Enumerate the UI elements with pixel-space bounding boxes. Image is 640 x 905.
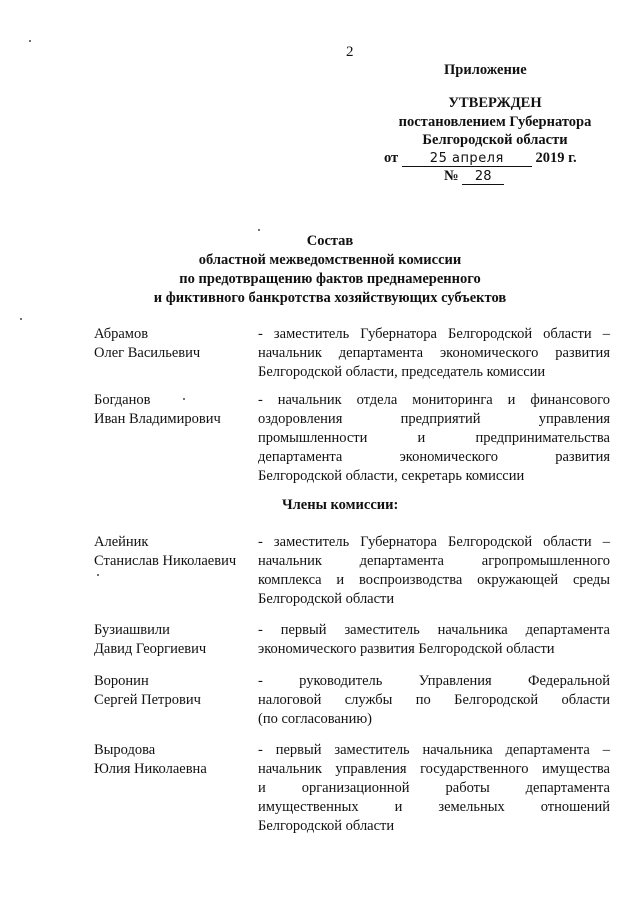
approved-stamp: УТВЕРЖДЕН: [448, 95, 542, 111]
decree-number: [444, 168, 504, 185]
member-name: [94, 391, 221, 429]
member-surname: Алейник: [94, 534, 149, 550]
position-line: Белгородской области, председатель комиссии: [258, 364, 546, 380]
position-line: - первый заместитель начальника департамента: [258, 622, 610, 638]
scan-speck: [183, 398, 185, 400]
decree-date: [384, 150, 577, 167]
position-line: Белгородской области: [258, 591, 395, 607]
member-name: [94, 533, 236, 571]
members-heading: Члены комиссии:: [282, 497, 399, 513]
position-line: экономического развития Белгородской области: [258, 641, 555, 657]
position-line: налоговой службы по Белгородской области: [258, 692, 610, 708]
member-position: [258, 391, 610, 486]
position-line: - заместитель Губернатора Белгородской области –: [258, 326, 610, 342]
number-value: 28: [474, 169, 492, 184]
scan-speck: [258, 229, 260, 231]
position-line: комплекса и воспроизводства окружающей среды: [258, 572, 610, 588]
position-line: - первый заместитель начальника департамента –: [258, 742, 610, 758]
member-position: [258, 533, 610, 609]
date-value: 25 апреля: [429, 151, 504, 166]
position-line: департамента экономического развития: [258, 449, 610, 465]
member-given-name: Олег Васильевич: [94, 345, 201, 361]
member-position: [258, 672, 610, 729]
scan-speck: [29, 40, 31, 42]
position-line: и организационной работы департамента: [258, 780, 610, 796]
position-line: начальник управления государственного имущества: [258, 761, 610, 777]
member-position: [258, 325, 610, 382]
position-line: имущественных и земельных отношений: [258, 799, 610, 815]
member-given-name: Давид Георгиевич: [94, 641, 207, 657]
member-name: [94, 741, 207, 779]
title-line: по предотвращению фактов преднамеренного: [179, 271, 481, 287]
date-year: 2019 г.: [535, 150, 577, 166]
member-position: [258, 741, 610, 836]
position-line: - заместитель Губернатора Белгородской области –: [258, 534, 610, 550]
date-field: [402, 151, 532, 167]
number-prefix: №: [444, 168, 459, 184]
position-line: начальник департамента агропромышленного: [258, 553, 610, 569]
member-given-name: Иван Владимирович: [94, 411, 221, 427]
position-line: Белгородской области, секретарь комиссии: [258, 468, 525, 484]
member-surname: Воронин: [94, 673, 149, 689]
position-line: - начальник отдела мониторинга и финансового: [258, 392, 610, 408]
member-position: [258, 621, 610, 659]
title-line: и фиктивного банкротства хозяйствующих субъектов: [153, 290, 507, 306]
scan-speck: [20, 318, 22, 320]
member-name: [94, 325, 200, 363]
position-line: начальник департамента экономического развития: [258, 345, 610, 361]
date-prefix: от: [384, 150, 399, 166]
position-line: - руководитель Управления Федеральной: [258, 673, 610, 689]
position-line: Белгородской области: [258, 818, 395, 834]
document-title: [140, 232, 520, 308]
member-name: [94, 621, 206, 659]
decree-line: постановлением Губернатора: [398, 114, 592, 130]
number-field: [462, 169, 504, 185]
position-line: промышленности и предпринимательства: [258, 430, 610, 446]
member-given-name: Станислав Николаевич: [94, 553, 237, 569]
position-line: (по согласованию): [258, 711, 372, 727]
member-given-name: Сергей Петрович: [94, 692, 201, 708]
scan-speck: [97, 574, 99, 576]
member-surname: Абрамов: [94, 326, 149, 342]
member-given-name: Юлия Николаевна: [94, 761, 207, 777]
member-surname: Бузиашвили: [94, 622, 170, 638]
appendix-label: Приложение: [444, 62, 527, 78]
member-name: [94, 672, 201, 710]
title-line: Состав: [306, 233, 354, 249]
title-line: областной межведомственной комиссии: [198, 252, 462, 268]
region-line: Белгородской области: [422, 132, 568, 148]
position-line: оздоровления предприятий управления: [258, 411, 610, 427]
member-surname: Выродова: [94, 742, 156, 758]
page-number: 2: [346, 44, 354, 60]
member-surname: Богданов: [94, 392, 151, 408]
